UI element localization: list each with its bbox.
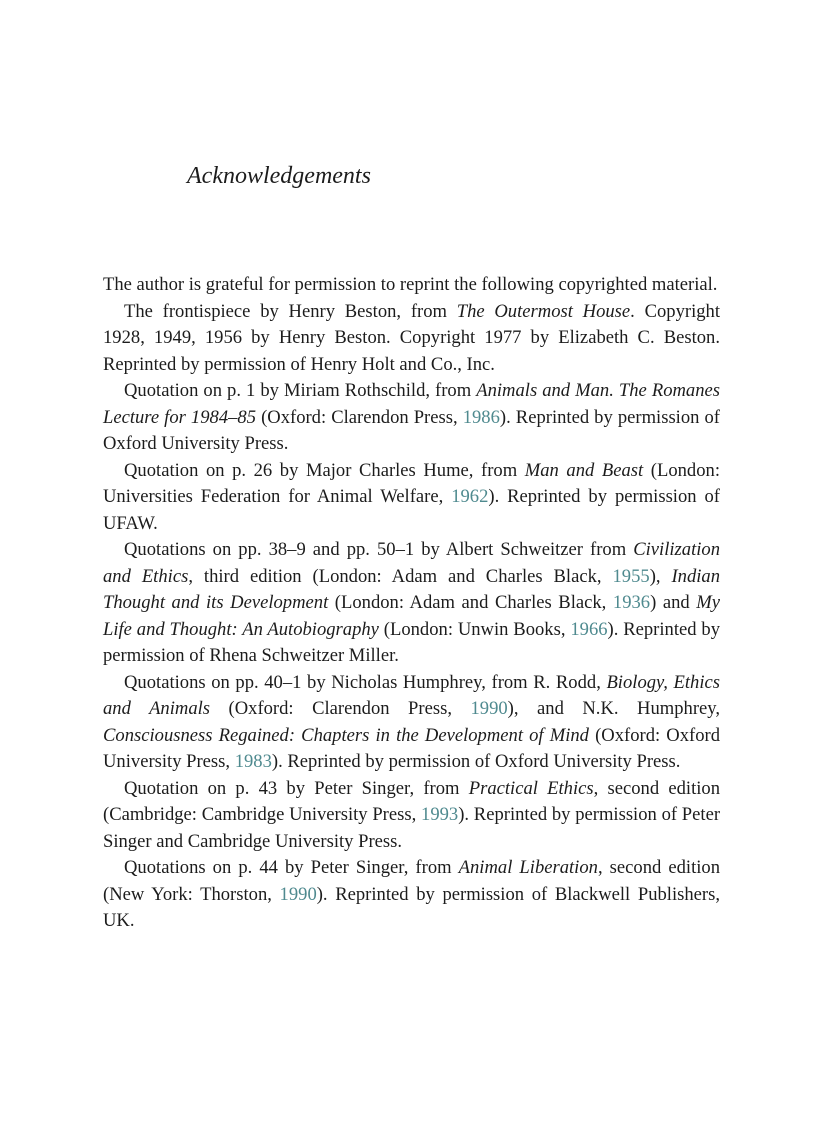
book-title: Biology, Ethics and Animals [103,671,720,719]
entry-frontispiece [103,299,720,379]
year-link[interactable]: 1966 [570,618,608,640]
book-title: Consciousness Regained: Chapters in the Development of Mind [103,724,589,746]
entry-text: (London: Unwin Books, [378,618,571,640]
entry-text: ). Reprinted by permission of Peter Singer and Cambridge University Press. [103,804,721,852]
entry-text: , third edition (London: Adam and Charles Black, [188,565,613,587]
year-link[interactable]: 1986 [462,406,500,428]
entry-text: (Oxford: Clarendon Press, [210,698,471,719]
entry-text: The frontispiece by Henry Beston, from [124,300,457,322]
entry-singer-practical [103,776,720,856]
entry-rothschild [103,378,720,458]
year-link[interactable]: 1990 [279,883,317,905]
acknowledgements-body [103,272,720,935]
entry-singer-liberation [103,855,720,935]
entry-text: ), and N.K. Humphrey, [507,698,721,719]
year-link[interactable]: 1955 [612,565,650,587]
entry-schweitzer [103,537,720,670]
entry-text: (London: Universities Federation for Animal Welfare, [103,459,720,507]
page-title: Acknowledgements [187,163,371,189]
entry-text: ). Reprinted by permission of Blackwell Publishers, UK. [103,883,721,931]
book-title: The Outermost House [456,300,631,322]
entry-text: ). Reprinted by permission of Rhena Schweitzer Miller. [103,618,720,666]
entry-text: Quotation on p. 43 by Peter Singer, from [124,777,469,799]
entry-text: , second edition (New York: Thorston, [103,857,721,905]
entry-humphrey [103,670,720,776]
year-link[interactable]: 1936 [612,592,651,613]
entry-text: (Oxford: Clarendon Press, [256,406,463,428]
entry-text: Quotation on p. 1 by Miriam Rothschild, from [124,380,477,401]
book-title: Civilization and Ethics [103,539,720,587]
entry-text: (Oxford: Oxford University Press, [103,724,720,772]
entry-text: Quotations on pp. 40–1 by Nicholas Humphrey, from R. Rodd, [124,671,607,693]
book-title: Practical Ethics [468,777,594,799]
year-link[interactable]: 1983 [234,751,272,772]
entry-text: ). Reprinted by permission of UFAW. [103,486,720,534]
year-link[interactable]: 1990 [470,698,508,719]
entry-text: ). Reprinted by permission of Oxford University Press. [271,751,681,772]
entry-text: Quotations on p. 44 by Peter Singer, from [124,857,459,878]
entry-text: ) and [650,592,697,613]
entry-text: Quotations on pp. 38–9 and pp. 50–1 by Albert Schweitzer from [124,539,634,560]
entry-text: ), [649,565,672,587]
entry-text: Quotation on p. 26 by Major Charles Hume, from [124,459,525,481]
book-title: Indian Thought and its Development [103,565,721,613]
entry-text: . Copyright 1928, 1949, 1956 by Henry Beston. Copyright 1977 by Elizabeth C. Beston. Reprinted by permission of Henry Holt and Co., Inc. [103,300,720,375]
entry-text: (London: Adam and Charles Black, [328,592,613,613]
book-title: Animal Liberation [458,857,598,878]
year-link[interactable]: 1993 [421,804,459,825]
book-title: Man and Beast [524,459,644,481]
book-title: Animals and Man. The Romanes Lecture for 1984–85 [103,380,721,428]
entry-hume [103,458,720,538]
entry-text: ). Reprinted by permission of Oxford University Press. [103,406,720,454]
intro-paragraph: The author is grateful for permission to reprint the following copyrighted material. [103,274,718,295]
year-link[interactable]: 1962 [451,486,489,507]
entry-text: , second edition (Cambridge: Cambridge University Press, [103,777,721,825]
book-title: My Life and Thought: An Autobiography [103,592,721,640]
